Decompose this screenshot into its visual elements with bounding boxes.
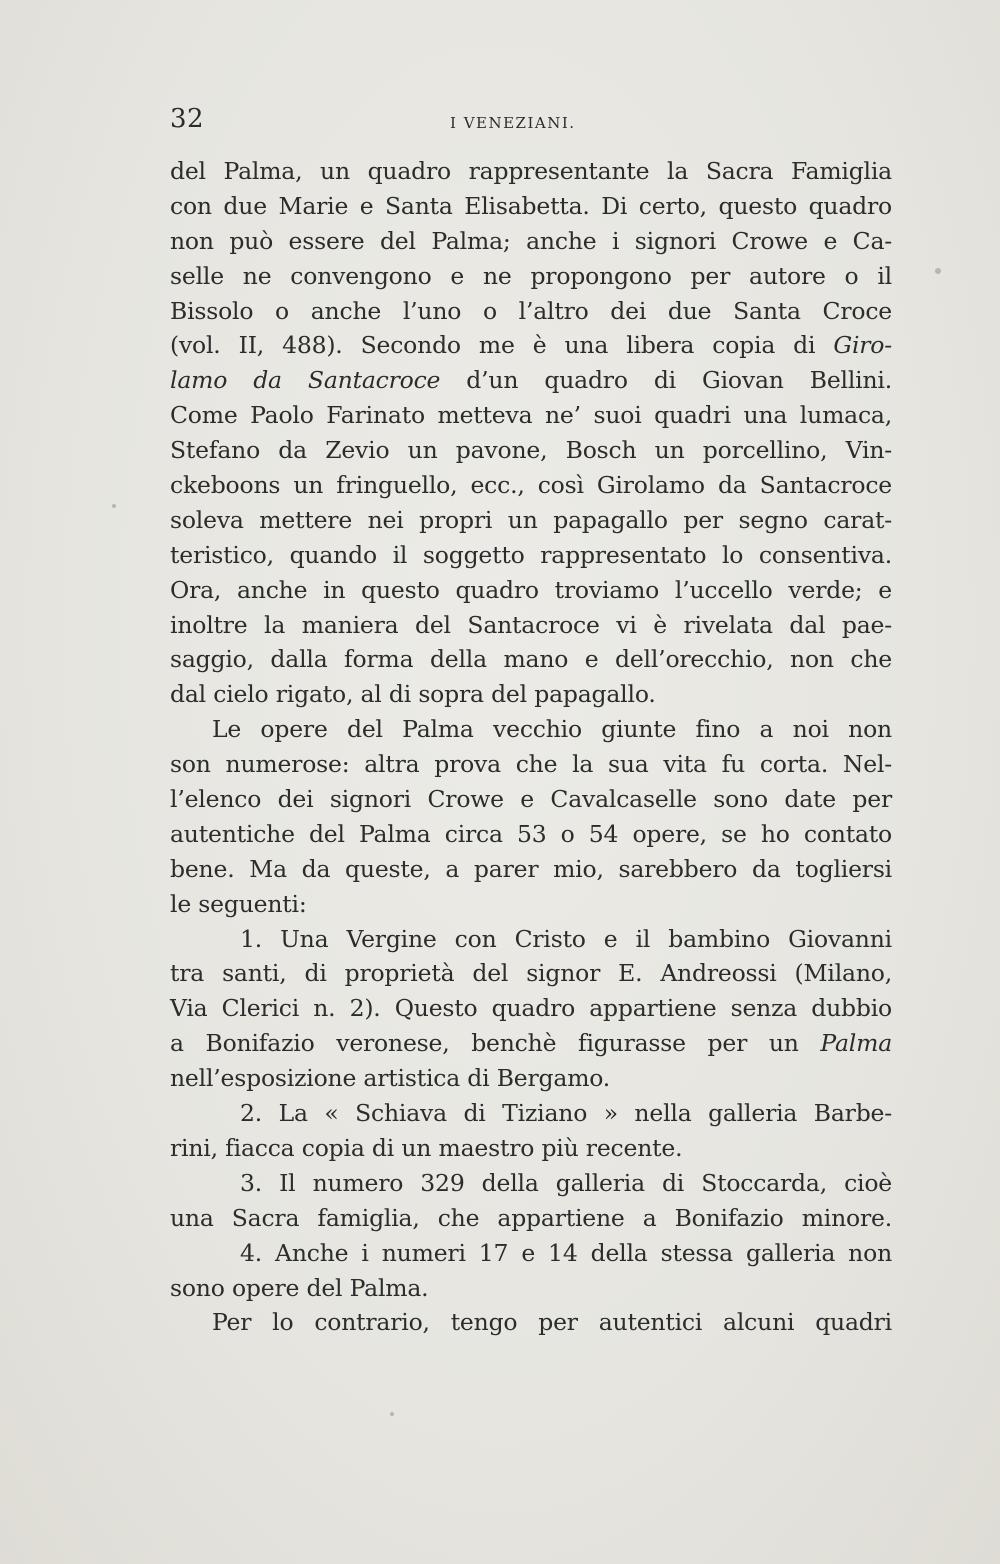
paper-speck <box>935 268 941 274</box>
text-line: Per lo contrario, tengo per autentici alcuni quadri <box>212 1308 892 1337</box>
text-line: dal cielo rigato, al di sopra del papagallo. <box>170 680 656 709</box>
italic-run: Giro- <box>833 331 892 360</box>
italic-run: Palma <box>820 1029 892 1058</box>
text-line: Bissolo o anche l’uno o l’altro dei due Santa Croce <box>170 296 892 325</box>
text-line: ckeboons un fringuello, ecc., così Girolamo da Santacroce <box>170 471 892 500</box>
running-title: I VENEZIANI. <box>450 114 576 132</box>
italic-run: lamo da Santacroce <box>170 366 441 395</box>
text-line: 3. Il numero 329 della galleria di Stoccarda, cioè <box>240 1168 892 1197</box>
text-line: nell’esposizione artistica di Bergamo. <box>170 1064 611 1093</box>
text-line: saggio, dalla forma della mano e dell’orecchio, non che <box>170 645 892 674</box>
text-line <box>170 1026 892 1061</box>
text-run: d’un quadro di Giovan Bellini. <box>440 366 892 395</box>
text-line: inoltre la maniera del Santacroce vi è rivelata dal pae- <box>170 610 892 639</box>
text-line: Ora, anche in questo quadro troviamo l’uccello verde; e <box>170 575 892 604</box>
text-line: con due Marie e Santa Elisabetta. Di certo, questo quadro <box>170 191 892 220</box>
text-line: son numerose: altra prova che la sua vita fu corta. Nel- <box>170 750 892 779</box>
text-line: Come Paolo Farinato metteva ne’ suoi quadri una lumaca, <box>170 401 892 430</box>
text-line: teristico, quando il soggetto rappresentato lo consentiva. <box>170 540 892 569</box>
text-line: 1. Una Vergine con Cristo e il bambino Giovanni <box>240 924 892 953</box>
text-line: tra santi, di proprietà del signor E. Andreossi (Milano, <box>170 959 892 988</box>
text-line: selle ne convengono e ne propongono per autore o il <box>170 261 892 290</box>
text-line: 2. La « Schiava di Tiziano » nella galleria Barbe- <box>240 1099 892 1128</box>
text-line: del Palma, un quadro rappresentante la Sacra Famiglia <box>170 157 892 185</box>
text-line: sono opere del Palma. <box>170 1273 429 1302</box>
text-line: l’elenco dei signori Crowe e Cavalcaselle sono date per <box>170 785 892 814</box>
page-number: 32 <box>170 104 205 134</box>
text-line: rini, fiacca copia di un maestro più recente. <box>170 1133 683 1162</box>
page-header <box>170 104 890 144</box>
text-line <box>170 328 892 363</box>
paper-speck <box>112 504 116 508</box>
text-line: non può essere del Palma; anche i signori Crowe e Ca- <box>170 226 892 255</box>
body-text <box>170 154 892 1340</box>
text-line: Via Clerici n. 2). Questo quadro appartiene senza dubbio <box>170 994 892 1023</box>
text-run: (vol. II, 488). Secondo me è una libera copia di <box>170 331 834 360</box>
text-line: le seguenti: <box>170 889 307 918</box>
text-line: una Sacra famiglia, che appartiene a Bonifazio minore. <box>170 1203 892 1232</box>
text-run: a Bonifazio veronese, benchè figurasse per un <box>170 1029 821 1058</box>
paper-speck <box>390 1412 394 1416</box>
text-line: Le opere del Palma vecchio giunte fino a noi non <box>212 715 892 744</box>
text-line: autentiche del Palma circa 53 o 54 opere, se ho contato <box>170 819 892 848</box>
text-line: 4. Anche i numeri 17 e 14 della stessa galleria non <box>240 1238 892 1267</box>
text-line <box>170 363 892 398</box>
text-line: soleva mettere nei propri un papagallo per segno carat- <box>170 505 892 534</box>
text-line: bene. Ma da queste, a parer mio, sarebbero da togliersi <box>170 854 892 883</box>
text-line: Stefano da Zevio un pavone, Bosch un porcellino, Vin- <box>170 436 892 465</box>
